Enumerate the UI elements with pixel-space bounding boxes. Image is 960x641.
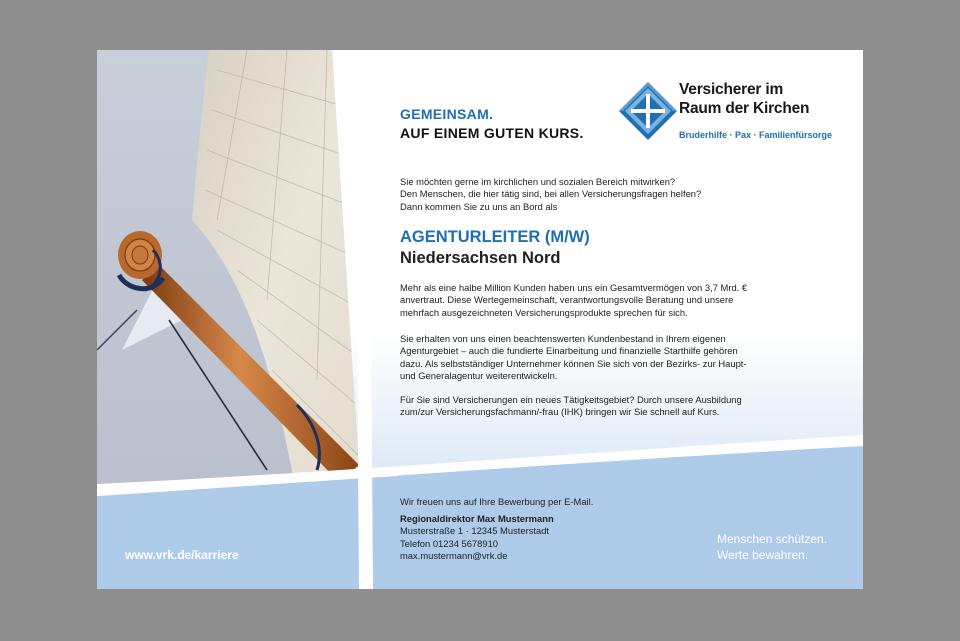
paragraph-offer <box>400 333 820 383</box>
intro-line: Sie möchten gerne im kirchlichen und sozialen Bereich mitwirken? <box>400 176 676 187</box>
contact-name: Regionaldirektor Max Mustermann <box>400 513 554 525</box>
intro-line: Den Menschen, die hier tätig sind, bei allen Versicherungsfragen helfen? <box>400 188 702 200</box>
slogan-line2: Werte bewahren. <box>717 548 809 562</box>
slogan <box>717 531 857 563</box>
paragraph-line: Für Sie sind Versicherungen ein neues Tätigkeitsgebiet? Durch unsere Ausbildung <box>400 394 742 405</box>
paragraph-line: anvertraut. Diese Wertegemeinschaft, verantwortungsvolle Beratung und unsere <box>400 294 734 306</box>
brand-name-line2: Raum der Kirchen <box>679 100 810 117</box>
paragraph-line: Sie erhalten von uns einen beachtenswerten Kundenbestand in Ihrem eigenen <box>400 333 726 344</box>
job-advertisement <box>97 50 863 589</box>
job-title: AGENTURLEITER (M/W) <box>400 228 590 246</box>
paragraph-line: zum/zur Versicherungsfachmann/-frau (IHK) bringen wir Sie schnell auf Kurs. <box>400 406 720 418</box>
paragraph-line: Mehr als eine halbe Million Kunden haben uns ein Gesamtvermögen von 3,7 Mrd. € <box>400 282 748 293</box>
contact-email-link[interactable]: max.mustermann@vrk.de <box>400 549 508 561</box>
contact-phone: Telefon 01234 5678910 <box>400 537 499 549</box>
website-link[interactable]: www.vrk.de/karriere <box>125 548 239 562</box>
intro-text <box>400 176 800 213</box>
intro-line: Dann kommen Sie zu uns an Bord als <box>400 200 558 212</box>
company-logo <box>617 80 857 150</box>
headline-primary: GEMEINSAM. <box>400 106 494 122</box>
paragraph-line: mehrfach ausgezeichneten Versicherungsprodukte sprechen für sich. <box>400 306 688 318</box>
cross-diamond-icon <box>617 80 679 142</box>
paragraph-line: Agenturgebiet – auch die fundierte Einarbeitung und finanzielle Starthilfe gehören <box>400 345 738 357</box>
slogan-line1: Menschen schützen. <box>717 532 828 546</box>
paragraph-company <box>400 282 820 319</box>
paragraph-line: und Generalagentur weiterentwickeln. <box>400 370 558 382</box>
brand-subline: Bruderhilfe · Pax · Familienfürsorge <box>679 130 833 140</box>
brand-name-line1: Versicherer im <box>679 81 784 98</box>
brand-name <box>679 80 859 118</box>
contact-intro: Wir freuen uns auf Ihre Bewerbung per E-Mail. <box>400 496 594 507</box>
paragraph-training <box>400 394 820 419</box>
paragraph-line: dazu. Als selbstständiger Unternehmer können Sie sich von der Bezirks- zur Haupt- <box>400 357 747 369</box>
job-region: Niedersachsen Nord <box>400 249 561 267</box>
headline-secondary: AUF EINEM GUTEN KURS. <box>400 125 584 141</box>
contact-address: Musterstraße 1 · 12345 Musterstadt <box>400 525 550 537</box>
contact-block <box>400 496 640 562</box>
